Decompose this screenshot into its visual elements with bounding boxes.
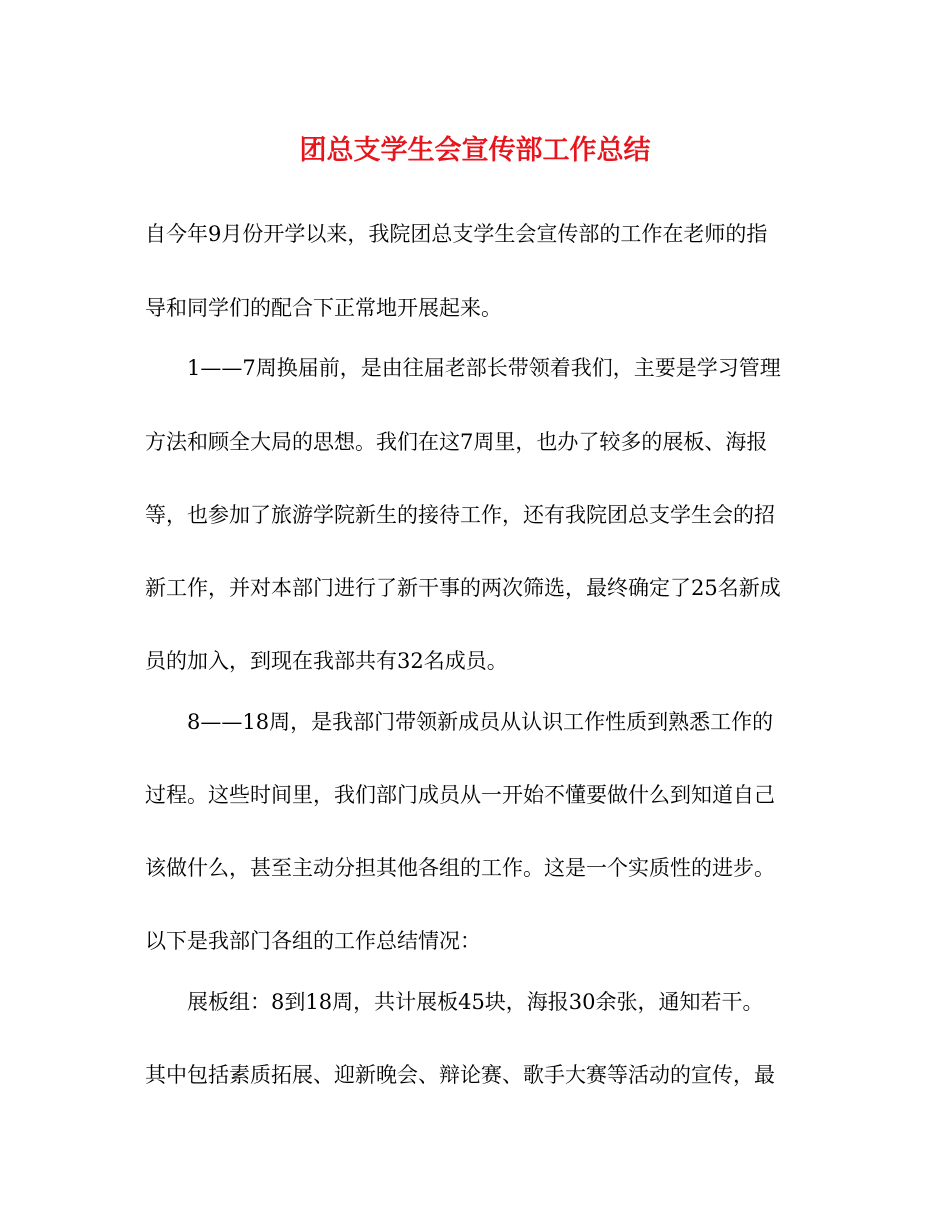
paragraph-line: 以下是我部门各组的工作总结情况： [145,929,481,953]
paragraph-line: 1——7周换届前，是由往届老部长带领着我们，主要是学习管理 [187,356,781,380]
paragraph-line: 员的加入，到现在我部共有32名成员。 [145,649,508,673]
document-title: 团总支学生会宣传部工作总结 [299,135,651,166]
paragraph-line: 新工作，并对本部门进行了新干事的两次筛选，最终确定了25名新成 [145,576,781,600]
paragraph-line: 过程。这些时间里，我们部门成员从一开始不懂要做什么到知道自己 [145,783,775,807]
paragraph-line: 方法和顾全大局的思想。我们在这7周里，也办了较多的展板、海报 [145,430,768,454]
paragraph-line: 该做什么，甚至主动分担其他各组的工作。这是一个实质性的进步。 [145,856,775,880]
paragraph-line: 导和同学们的配合下正常地开展起来。 [145,296,502,320]
paragraph-line: 8——18周，是我部门带领新成员从认识工作性质到熟悉工作的 [187,710,774,734]
paragraph-line: 展板组：8到18周，共计展板45块，海报30余张，通知若干。 [187,990,764,1014]
paragraph-line: 等，也参加了旅游学院新生的接待工作，还有我院团总支学生会的招 [145,503,775,527]
paragraph-line: 其中包括素质拓展、迎新晚会、辩论赛、歌手大赛等活动的宣传，最 [145,1063,775,1087]
paragraph-line: 自今年9月份开学以来，我院团总支学生会宣传部的工作在老师的指 [145,222,768,246]
